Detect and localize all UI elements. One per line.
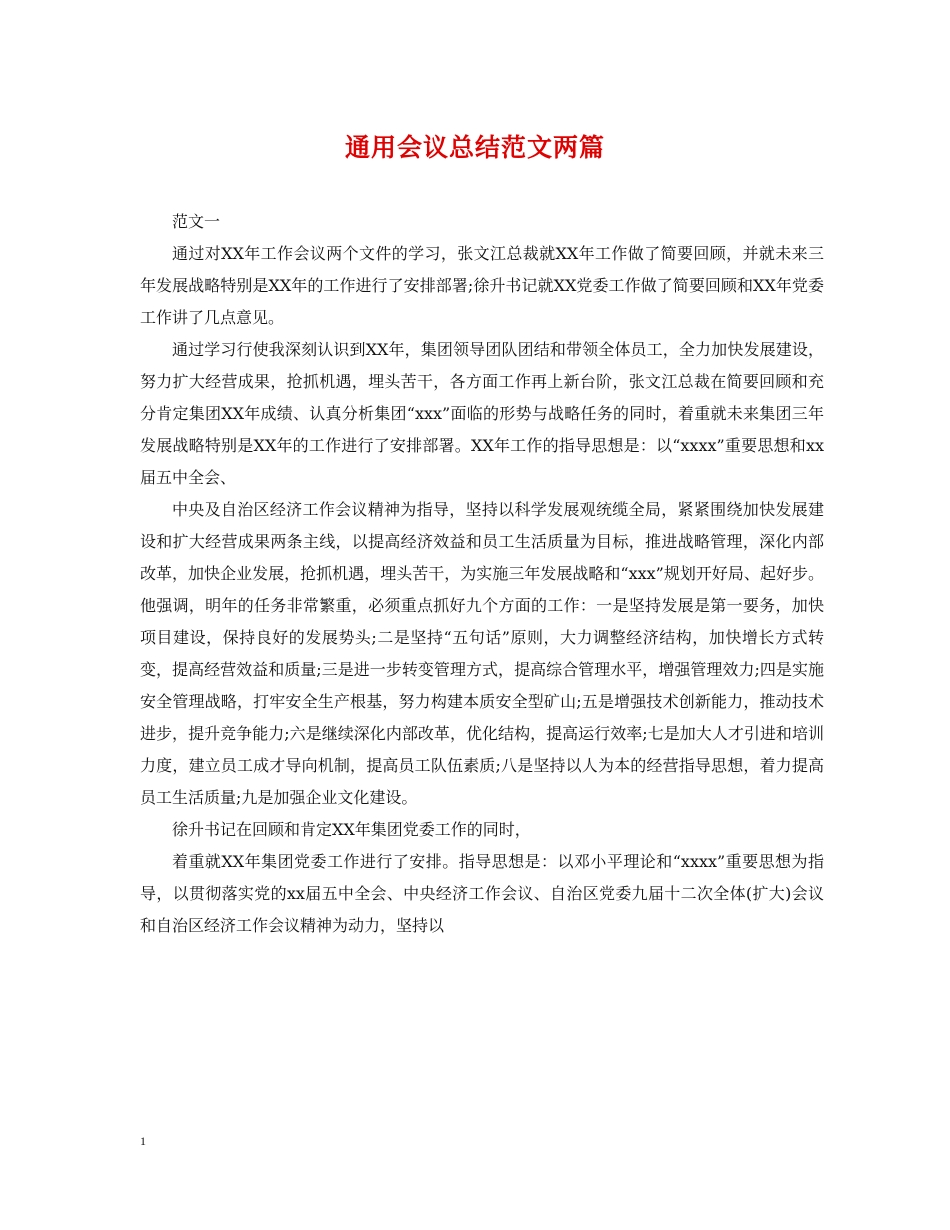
document-title: 通用会议总结范文两篇 xyxy=(344,133,605,162)
document-body xyxy=(140,206,824,942)
paragraph: 着重就XX年集团党委工作进行了安排。指导思想是：以邓小平理论和“xxxx”重要思想为指导，以贯彻落实党的xx届五中全会、中央经济工作会议、自治区党委九届十二次全体(扩大)会议和自治区经济工作会议精神为动力，坚持以 xyxy=(140,852,824,935)
paragraph: 通过对XX年工作会议两个文件的学习，张文江总裁就XX年工作做了简要回顾，并就未来三年发展战略特别是XX年的工作进行了安排部署;徐升书记就XX党委工作做了简要回顾和XX年党委工作讲了几点意见。 xyxy=(140,244,824,327)
paragraph: 通过学习行使我深刻认识到XX年，集团领导团队团结和带领全体员工，全力加快发展建设，努力扩大经营成果，抢抓机遇，埋头苦干，各方面工作再上新台阶，张文江总裁在简要回顾和充分肯定集团XX年成绩、认真分析集团“xxx”面临的形势与战略任务的同时，着重就未来集团三年发展战略特别是XX年的工作进行了安排部署。XX年工作的指导思想是：以“xxxx”重要思想和xx届五中全会、 xyxy=(140,340,824,487)
paragraph: 中央及自治区经济工作会议精神为指导，坚持以科学发展观统缆全局，紧紧围绕加快发展建设和扩大经营成果两条主线，以提高经济效益和员工生活质量为目标，推进战略管理，深化内部改革，加快企业发展，抢抓机遇，埋头苦干，为实施三年发展战略和“xxx”规划开好局、起好步。他强调，明年的任务非常繁重，必须重点抓好九个方面的工作：一是坚持发展是第一要务，加快项目建设，保持良好的发展势头;二是坚持“五句话”原则，大力调整经济结构，加快增长方式转变，提高经营效益和质量;三是进一步转变管理方式，提高综合管理水平，增强管理效力;四是实施安全管理战略，打牢安全生产根基，努力构建本质安全型矿山;五是增强技术创新能力，推动技术进步，提升竞争能力;六是继续深化内部改革，优化结构，提高运行效率;七是加大人才引进和培训力度，建立员工成才导向机制，提高员工队伍素质;八是坚持以人为本的经营指导思想，着力提高员工生活质量;九是加强企业文化建设。 xyxy=(140,500,824,807)
paragraph-section-label: 范文一 xyxy=(172,212,221,231)
paragraph: 徐升书记在回顾和肯定XX年集团党委工作的同时， xyxy=(172,820,531,839)
page-number: 1 xyxy=(140,1134,146,1148)
